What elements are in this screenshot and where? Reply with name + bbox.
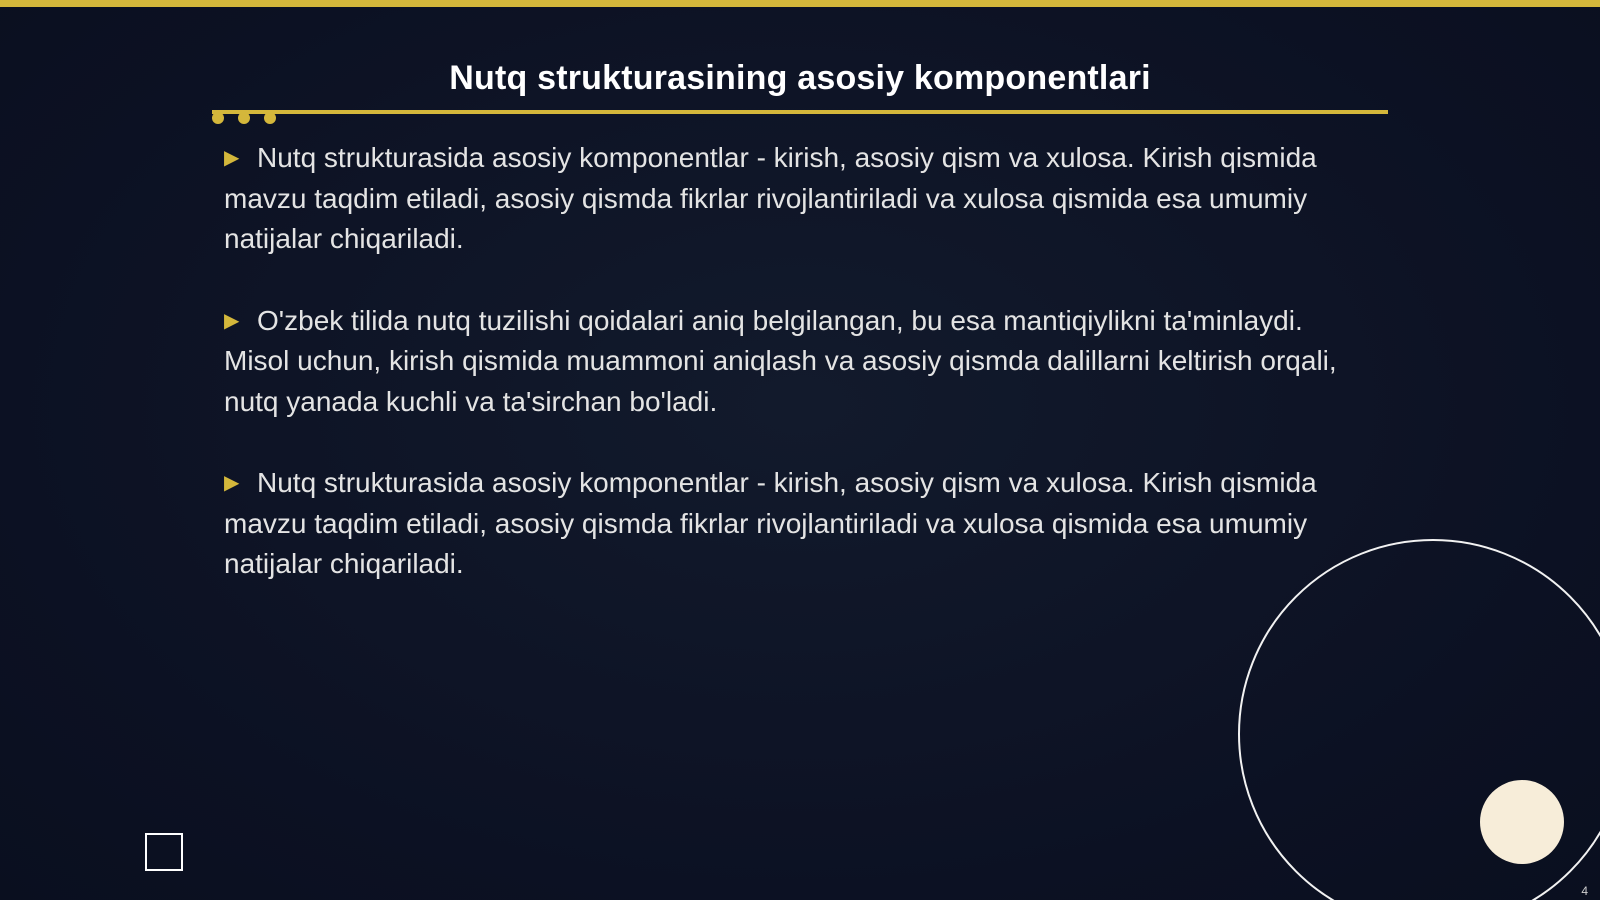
page-number: 4 — [1581, 884, 1588, 898]
bullet-text: Nutq strukturasida asosiy komponentlar - kirish, asosiy qism va xulosa. Kirish qismida mavzu taqdim etiladi, asosiy qismda fikrlar rivojlantiriladi va xulosa qismida esa umumiy natijalar chiqariladi. — [224, 142, 1317, 254]
bullet-list — [224, 138, 1364, 626]
dot-icon — [212, 112, 224, 124]
decorative-square — [145, 833, 183, 871]
dot-icon — [238, 112, 250, 124]
triangle-bullet-icon: ▶ — [224, 147, 240, 169]
bullet-text: Nutq strukturasida asosiy komponentlar - kirish, asosiy qism va xulosa. Kirish qismida mavzu taqdim etiladi, asosiy qismda fikrlar rivojlantiriladi va xulosa qismida esa umumiy natijalar chiqariladi. — [224, 467, 1317, 579]
triangle-bullet-icon: ▶ — [224, 472, 240, 494]
decorative-dots — [212, 112, 282, 126]
bullet-text: O'zbek tilida nutq tuzilishi qoidalari aniq belgilangan, bu esa mantiqiylikni ta'minlaydi. Misol uchun, kirish qismida muammoni aniqlash va asosiy qismda dalillarni keltirish orqali, nutq yanada kuchli va ta'sirchan bo'ladi. — [224, 304, 1337, 417]
title-underline — [212, 110, 1388, 114]
bullet-item — [224, 138, 1364, 260]
dot-icon — [264, 112, 276, 124]
bullet-item — [224, 463, 1364, 585]
decorative-circle — [1480, 780, 1564, 864]
slide-title: Nutq strukturasining asosiy komponentlari — [449, 59, 1151, 97]
bullet-item — [224, 301, 1364, 423]
triangle-bullet-icon: ▶ — [224, 309, 240, 332]
top-accent-bar — [0, 0, 1600, 7]
